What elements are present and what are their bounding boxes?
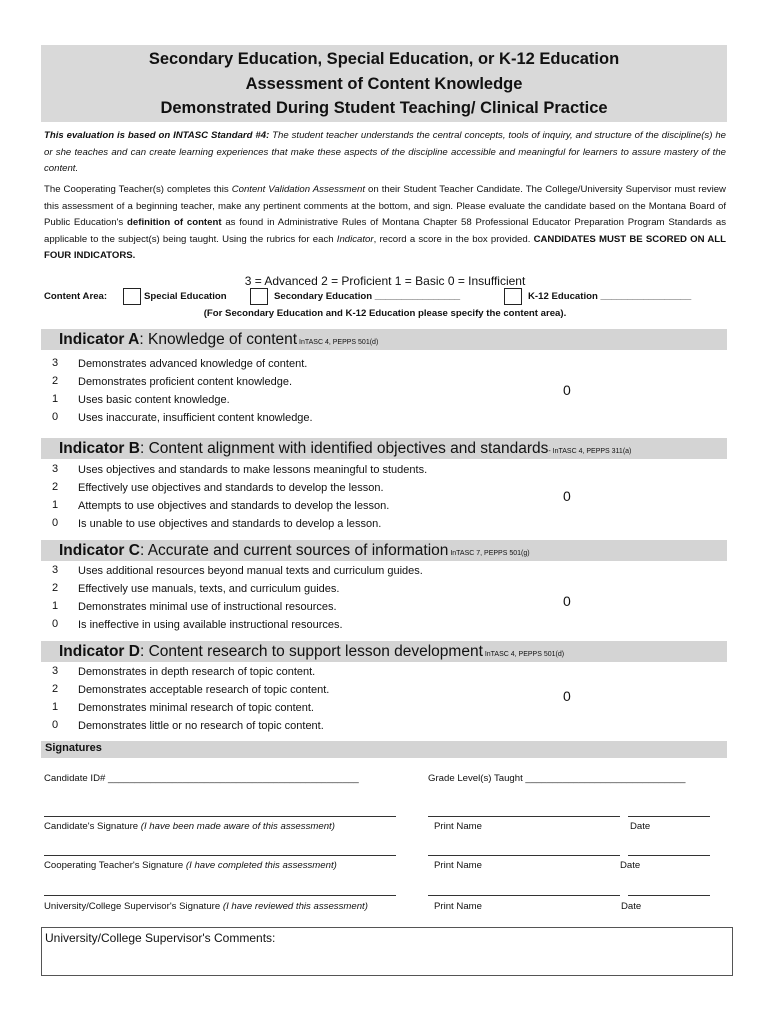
indicator-d-header bbox=[41, 641, 727, 662]
page-subtitle: Assessment of Content Knowledge bbox=[245, 75, 523, 93]
rating-number: 2 bbox=[52, 375, 59, 387]
secondary-education-checkbox[interactable] bbox=[250, 288, 268, 305]
cooperating-signature-text: Cooperating Teacher's Signature bbox=[44, 860, 186, 871]
indicator-c-header bbox=[41, 540, 727, 561]
print-name-label: Print Name bbox=[434, 860, 482, 871]
rating-number: 3 bbox=[52, 564, 59, 576]
instr-text-6: Indicator bbox=[336, 233, 374, 245]
rating-number: 1 bbox=[52, 393, 59, 405]
rating-number: 1 bbox=[52, 499, 59, 511]
instructions-paragraph bbox=[44, 182, 726, 265]
content-area-note: (For Secondary Education and K-12 Education please specify the content area). bbox=[203, 308, 567, 319]
instr-text-7: , record a score in the box provided. bbox=[373, 233, 534, 245]
rating-number: 1 bbox=[52, 701, 59, 713]
indicator-d-item-1: Demonstrates minimal research of topic content. bbox=[78, 702, 314, 714]
rating-number: 0 bbox=[52, 411, 59, 423]
indicator-d-label: Indicator D bbox=[59, 643, 140, 660]
supervisor-comments-label: University/College Supervisor's Comments: bbox=[45, 931, 276, 945]
indicator-b-title: : Content alignment with identified objectives and standards bbox=[139, 440, 549, 457]
indicator-b-header bbox=[41, 438, 727, 459]
cooperating-signature-label bbox=[44, 860, 337, 871]
rating-scale: 3 = Advanced 2 = Proficient 1 = Basic 0 = Insufficient bbox=[244, 274, 526, 288]
standard-text: The student teacher understands the central concepts, tools of inquiry, and structure of the discipline(s) he or she teaches and can create learning experiences that make these aspects of the discipline accessible and meaningful for learners to assure mastery of the content. bbox=[44, 130, 726, 175]
supervisor-comments-box[interactable] bbox=[41, 927, 733, 976]
supervisor-signature-note: (I have reviewed this assessment) bbox=[222, 901, 368, 912]
indicator-a-label: Indicator A bbox=[59, 331, 140, 348]
indicator-d-title: : Content research to support lesson development bbox=[139, 643, 483, 660]
indicator-d-item-2: Demonstrates acceptable research of topic content. bbox=[78, 684, 330, 696]
indicator-a-item-1: Uses basic content knowledge. bbox=[78, 394, 230, 406]
rating-number: 3 bbox=[52, 463, 59, 475]
indicator-b-label: Indicator B bbox=[59, 440, 140, 457]
indicator-d-score[interactable]: 0 bbox=[563, 688, 571, 704]
rating-number: 3 bbox=[52, 665, 59, 677]
indicator-c-score[interactable]: 0 bbox=[563, 593, 571, 609]
indicator-c-title: : Accurate and current sources of information bbox=[139, 542, 449, 559]
candidate-signature-note: (I have been made aware of this assessment) bbox=[140, 821, 335, 832]
page-subtitle-2: Demonstrated During Student Teaching/ Clinical Practice bbox=[160, 99, 608, 117]
content-area-row bbox=[44, 290, 734, 308]
indicator-a-item-0: Uses inaccurate, insufficient content knowledge. bbox=[78, 412, 313, 424]
indicator-b-tag: - InTASC 4, PEPPS 311(a) bbox=[548, 448, 632, 455]
indicator-c-item-1: Demonstrates minimal use of instructional resources. bbox=[78, 601, 337, 613]
instr-text-5: as found in Administrative Rules of Montana Chapter 58 Professional Educator Preparation Program Standards as applicable to the subject(s) being taught. Using the rubrics for each bbox=[44, 217, 726, 245]
indicator-d-tag: InTASC 4, PEPPS 501(d) bbox=[482, 651, 565, 658]
candidate-signature-line[interactable] bbox=[44, 816, 396, 817]
cooperating-signature-line[interactable] bbox=[44, 855, 396, 856]
print-name-label: Print Name bbox=[434, 821, 482, 832]
supervisor-print-name-line[interactable] bbox=[428, 895, 620, 896]
indicator-a-score[interactable]: 0 bbox=[563, 382, 571, 398]
candidate-id-field[interactable]: Candidate ID# _______________________________________________ bbox=[44, 773, 359, 784]
k12-education-label: K-12 Education _________________ bbox=[528, 291, 692, 302]
special-education-checkbox[interactable] bbox=[123, 288, 141, 305]
date-label: Date bbox=[621, 901, 642, 912]
candidate-signature-text: Candidate's Signature bbox=[44, 821, 141, 832]
signatures-header bbox=[41, 741, 727, 758]
secondary-education-label: Secondary Education ________________ bbox=[274, 291, 461, 302]
indicator-c-item-3: Uses additional resources beyond manual texts and curriculum guides. bbox=[78, 565, 423, 577]
rating-number: 0 bbox=[52, 517, 59, 529]
indicator-c-item-0: Is ineffective in using available instructional resources. bbox=[78, 619, 343, 631]
cooperating-signature-note: (I have completed this assessment) bbox=[185, 860, 337, 871]
title-box bbox=[41, 45, 727, 122]
date-label: Date bbox=[630, 821, 651, 832]
candidate-signature-label bbox=[44, 821, 335, 832]
rating-number: 2 bbox=[52, 683, 59, 695]
date-label: Date bbox=[620, 860, 641, 871]
indicator-a-header bbox=[41, 329, 727, 350]
standard-label: This evaluation is based on INTASC Standard #4: bbox=[44, 130, 270, 141]
print-name-label: Print Name bbox=[434, 901, 482, 912]
special-education-label: Special Education bbox=[144, 291, 227, 302]
instr-text-3: on their Student Teacher Candidate. The College/University Supervisor must review this assessment of a beginning teacher, make any pertinent comments at the bottom, and sign. Please evaluate the candidate based on the Montana Board of Public Education's bbox=[44, 184, 726, 229]
instr-text-8: CANDIDATES MUST BE SCORED ON ALL FOUR INDICATORS. bbox=[44, 233, 726, 262]
content-area-label: Content Area: bbox=[44, 291, 108, 302]
indicator-a-tag: InTASC 4, PEPPS 501(d) bbox=[297, 339, 379, 346]
indicator-b-item-0: Is unable to use objectives and standards to develop a lesson. bbox=[78, 518, 382, 530]
rating-number: 2 bbox=[52, 582, 59, 594]
page-title: Secondary Education, Special Education, or K-12 Education bbox=[148, 50, 620, 68]
candidate-print-name-line[interactable] bbox=[428, 816, 620, 817]
supervisor-date-line[interactable] bbox=[628, 895, 710, 896]
instr-text-1: The Cooperating Teacher(s) completes this bbox=[44, 184, 232, 195]
indicator-a-item-2: Demonstrates proficient content knowledge. bbox=[78, 376, 293, 388]
indicator-d-item-0: Demonstrates little or no research of topic content. bbox=[78, 720, 324, 732]
instr-text-2: Content Validation Assessment bbox=[231, 184, 365, 195]
cooperating-print-name-line[interactable] bbox=[428, 855, 620, 856]
supervisor-signature-label bbox=[44, 901, 368, 912]
instr-text-4: definition of content bbox=[127, 217, 222, 229]
indicator-a-item-3: Demonstrates advanced knowledge of content. bbox=[78, 358, 308, 370]
standard-paragraph bbox=[44, 128, 726, 178]
indicator-b-item-2: Effectively use objectives and standards to develop the lesson. bbox=[78, 482, 384, 494]
rating-number: 3 bbox=[52, 357, 59, 369]
indicator-c-tag: InTASC 7, PEPPS 501(g) bbox=[448, 550, 530, 557]
indicator-a-title: : Knowledge of content bbox=[139, 331, 298, 348]
grade-levels-field[interactable]: Grade Level(s) Taught ______________________________ bbox=[428, 773, 686, 784]
supervisor-signature-line[interactable] bbox=[44, 895, 396, 896]
k12-education-checkbox[interactable] bbox=[504, 288, 522, 305]
indicator-b-score[interactable]: 0 bbox=[563, 488, 571, 504]
rating-number: 2 bbox=[52, 481, 59, 493]
rating-number: 0 bbox=[52, 719, 59, 731]
supervisor-signature-text: University/College Supervisor's Signature bbox=[44, 901, 223, 912]
cooperating-date-line[interactable] bbox=[628, 855, 710, 856]
indicator-c-item-2: Effectively use manuals, texts, and curriculum guides. bbox=[78, 583, 340, 595]
candidate-date-line[interactable] bbox=[628, 816, 710, 817]
indicator-b-item-1: Attempts to use objectives and standards to develop the lesson. bbox=[78, 500, 390, 512]
signatures-heading: Signatures bbox=[45, 742, 102, 754]
rating-number: 0 bbox=[52, 618, 59, 630]
indicator-d-item-3: Demonstrates in depth research of topic content. bbox=[78, 666, 316, 678]
indicator-c-label: Indicator C bbox=[59, 542, 140, 559]
indicator-b-item-3: Uses objectives and standards to make lessons meaningful to students. bbox=[78, 464, 428, 476]
rating-number: 1 bbox=[52, 600, 59, 612]
